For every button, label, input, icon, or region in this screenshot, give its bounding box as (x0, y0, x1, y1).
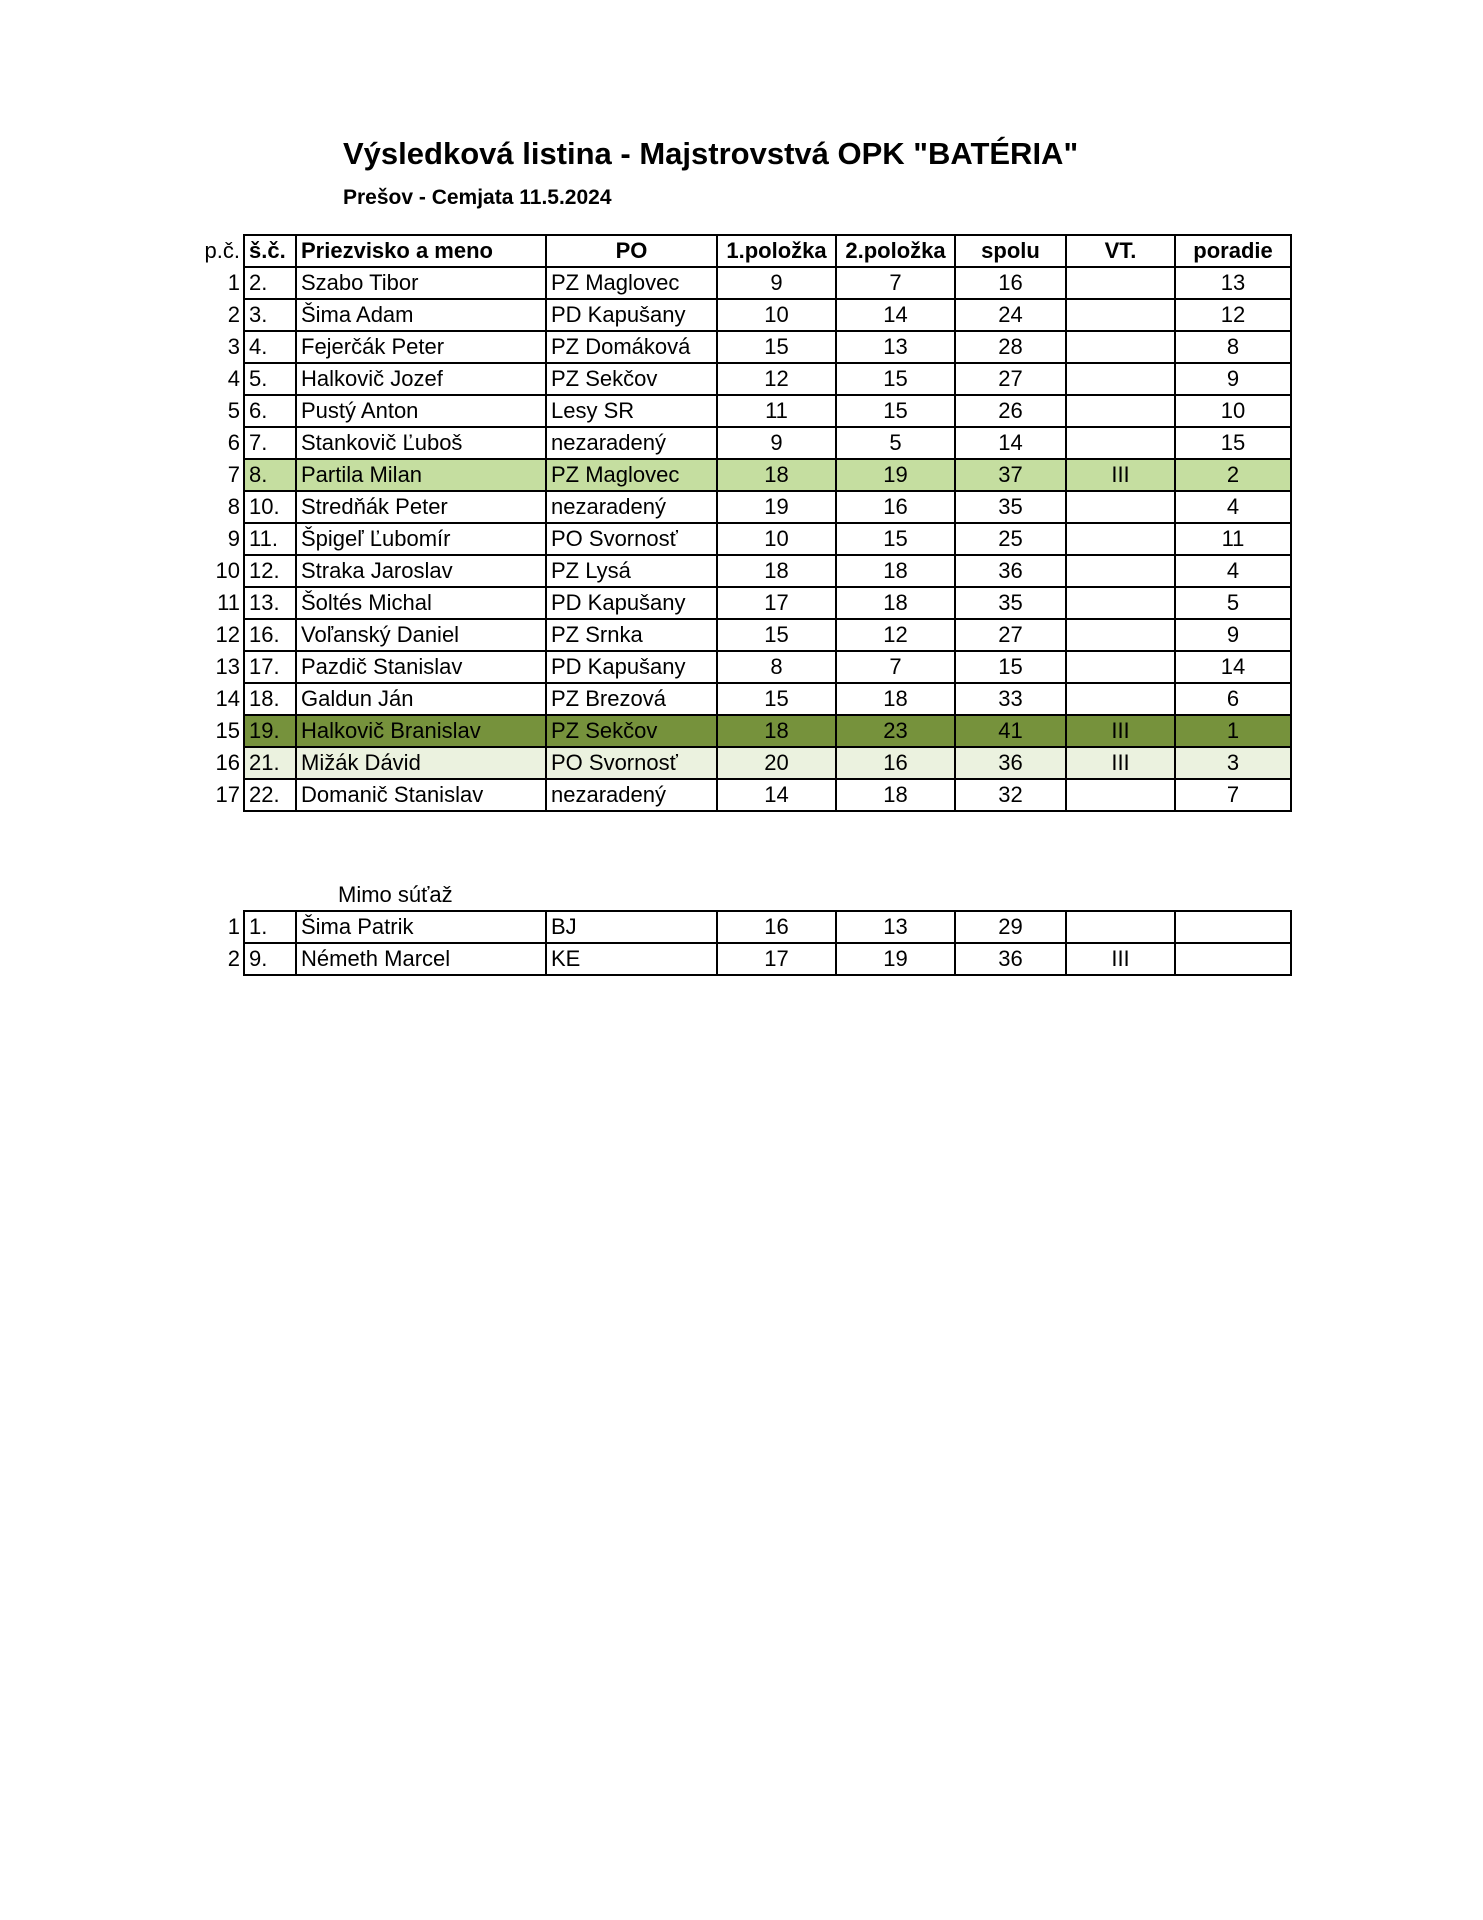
cell-rank: 12 (1175, 299, 1291, 331)
cell-po: PZ Maglovec (546, 267, 717, 299)
table-row (196, 427, 1291, 459)
cell-po: PZ Srnka (546, 619, 717, 651)
cell-item1: 17 (717, 587, 836, 619)
cell-item1: 11 (717, 395, 836, 427)
cell-total: 28 (955, 331, 1066, 363)
cell-item2: 7 (836, 651, 955, 683)
cell-item1: 15 (717, 619, 836, 651)
cell-pc: 12 (215, 622, 240, 647)
cell-total: 32 (955, 779, 1066, 811)
cell-item1: 18 (717, 555, 836, 587)
cell-total: 27 (955, 363, 1066, 395)
table-row (196, 363, 1291, 395)
cell-item2: 12 (836, 619, 955, 651)
outside-table-row (196, 911, 1291, 943)
cell-name: Šima Patrik (296, 911, 546, 943)
cell-name: Domanič Stanislav (296, 779, 546, 811)
cell-sc: 16. (244, 619, 296, 651)
cell-name: Pustý Anton (296, 395, 546, 427)
cell-item2: 19 (836, 943, 955, 975)
table-row (196, 715, 1291, 747)
cell-vt (1066, 331, 1175, 363)
cell-item2: 18 (836, 683, 955, 715)
cell-rank (1175, 943, 1291, 975)
results-table (196, 234, 1292, 812)
outside-competition-table (196, 910, 1292, 976)
table-row (196, 587, 1291, 619)
cell-vt (1066, 619, 1175, 651)
table-row (196, 651, 1291, 683)
cell-po: PZ Domáková (546, 331, 717, 363)
table-row (196, 331, 1291, 363)
cell-po: nezaradený (546, 491, 717, 523)
cell-item2: 15 (836, 395, 955, 427)
table-header-row (196, 235, 1291, 267)
cell-total: 26 (955, 395, 1066, 427)
cell-item2: 7 (836, 267, 955, 299)
header-cell-rank: poradie (1175, 235, 1291, 267)
cell-po: nezaradený (546, 779, 717, 811)
cell-item1: 20 (717, 747, 836, 779)
cell-name: Fejerčák Peter (296, 331, 546, 363)
cell-vt (1066, 395, 1175, 427)
cell-sc: 12. (244, 555, 296, 587)
cell-pc: 11 (217, 590, 240, 615)
cell-pc: 10 (215, 558, 240, 583)
cell-sc: 13. (244, 587, 296, 619)
cell-sc: 5. (244, 363, 296, 395)
page-title: Výsledková listina - Majstrovstvá OPK "BATÉRIA" (343, 136, 1079, 171)
cell-total: 33 (955, 683, 1066, 715)
table-row (196, 299, 1291, 331)
cell-item2: 15 (836, 363, 955, 395)
cell-item2: 19 (836, 459, 955, 491)
table-row (196, 683, 1291, 715)
cell-sc: 9. (244, 943, 296, 975)
outside-competition-label: Mimo súťaž (338, 882, 453, 907)
cell-total: 41 (955, 715, 1066, 747)
cell-name: Pazdič Stanislav (296, 651, 546, 683)
cell-rank: 9 (1175, 363, 1291, 395)
cell-vt (1066, 911, 1175, 943)
cell-total: 36 (955, 555, 1066, 587)
cell-total: 36 (955, 747, 1066, 779)
cell-item1: 15 (717, 683, 836, 715)
cell-name: Voľanský Daniel (296, 619, 546, 651)
cell-vt (1066, 427, 1175, 459)
cell-item2: 13 (836, 911, 955, 943)
table-row (196, 267, 1291, 299)
cell-pc: 17 (215, 782, 240, 807)
cell-pc: 2 (227, 946, 240, 971)
cell-pc: 4 (227, 366, 240, 391)
cell-name: Šoltés Michal (296, 587, 546, 619)
header-cell-item1: 1.položka (717, 235, 836, 267)
cell-po: PO Svornosť (546, 747, 717, 779)
cell-item1: 19 (717, 491, 836, 523)
cell-sc: 6. (244, 395, 296, 427)
cell-pc: 13 (215, 654, 240, 679)
cell-vt (1066, 683, 1175, 715)
cell-sc: 22. (244, 779, 296, 811)
cell-item2: 18 (836, 779, 955, 811)
cell-pc: 9 (227, 526, 240, 551)
cell-po: Lesy SR (546, 395, 717, 427)
cell-po: nezaradený (546, 427, 717, 459)
cell-pc: 8 (227, 494, 240, 519)
cell-item1: 9 (717, 427, 836, 459)
cell-pc: 5 (227, 398, 240, 423)
cell-vt (1066, 651, 1175, 683)
table-row (196, 523, 1291, 555)
cell-pc: 3 (227, 334, 240, 359)
cell-item1: 14 (717, 779, 836, 811)
cell-rank: 10 (1175, 395, 1291, 427)
cell-item2: 14 (836, 299, 955, 331)
cell-vt: III (1066, 459, 1175, 491)
cell-po: PZ Sekčov (546, 715, 717, 747)
cell-total: 36 (955, 943, 1066, 975)
table-row (196, 395, 1291, 427)
cell-po: PO Svornosť (546, 523, 717, 555)
cell-name: Špigeľ Ľubomír (296, 523, 546, 555)
cell-item1: 18 (717, 459, 836, 491)
cell-item1: 9 (717, 267, 836, 299)
cell-sc: 2. (244, 267, 296, 299)
header-cell-sc: š.č. (244, 235, 296, 267)
cell-pc: 15 (215, 718, 240, 743)
cell-rank: 5 (1175, 587, 1291, 619)
cell-total: 27 (955, 619, 1066, 651)
cell-total: 37 (955, 459, 1066, 491)
cell-item2: 18 (836, 587, 955, 619)
cell-rank: 15 (1175, 427, 1291, 459)
table-row (196, 747, 1291, 779)
cell-rank: 3 (1175, 747, 1291, 779)
cell-rank: 1 (1175, 715, 1291, 747)
cell-sc: 8. (244, 459, 296, 491)
cell-vt: III (1066, 943, 1175, 975)
cell-item1: 18 (717, 715, 836, 747)
cell-vt: III (1066, 715, 1175, 747)
table-row (196, 619, 1291, 651)
cell-rank (1175, 911, 1291, 943)
cell-sc: 1. (244, 911, 296, 943)
cell-name: Straka Jaroslav (296, 555, 546, 587)
cell-vt (1066, 299, 1175, 331)
table-row (196, 459, 1291, 491)
cell-item1: 16 (717, 911, 836, 943)
outside-table-row (196, 943, 1291, 975)
cell-item1: 10 (717, 523, 836, 555)
cell-sc: 21. (244, 747, 296, 779)
cell-rank: 9 (1175, 619, 1291, 651)
cell-pc: 1 (227, 914, 240, 939)
cell-name: Stredňák Peter (296, 491, 546, 523)
cell-rank: 6 (1175, 683, 1291, 715)
header-cell-vt: VT. (1066, 235, 1175, 267)
cell-total: 16 (955, 267, 1066, 299)
cell-sc: 17. (244, 651, 296, 683)
cell-pc: 6 (227, 430, 240, 455)
cell-po: PD Kapušany (546, 651, 717, 683)
outside-competition-body (196, 911, 1291, 975)
cell-vt (1066, 491, 1175, 523)
cell-vt (1066, 523, 1175, 555)
cell-total: 14 (955, 427, 1066, 459)
table-row (196, 779, 1291, 811)
cell-pc: 2 (227, 302, 240, 327)
cell-name: Halkovič Jozef (296, 363, 546, 395)
cell-vt (1066, 779, 1175, 811)
cell-po: PZ Brezová (546, 683, 717, 715)
cell-po: BJ (546, 911, 717, 943)
results-table-body (196, 235, 1291, 811)
cell-vt (1066, 363, 1175, 395)
cell-sc: 7. (244, 427, 296, 459)
cell-name: Németh Marcel (296, 943, 546, 975)
cell-total: 15 (955, 651, 1066, 683)
cell-pc: 14 (215, 686, 240, 711)
cell-item2: 16 (836, 747, 955, 779)
cell-sc: 11. (244, 523, 296, 555)
table-row (196, 491, 1291, 523)
cell-item2: 13 (836, 331, 955, 363)
cell-pc: 7 (227, 462, 240, 487)
cell-item1: 8 (717, 651, 836, 683)
cell-name: Mižák Dávid (296, 747, 546, 779)
cell-rank: 8 (1175, 331, 1291, 363)
cell-vt: III (1066, 747, 1175, 779)
cell-pc: 1 (227, 270, 240, 295)
cell-item1: 17 (717, 943, 836, 975)
header-cell-total: spolu (955, 235, 1066, 267)
cell-po: PZ Sekčov (546, 363, 717, 395)
table-row (196, 555, 1291, 587)
cell-rank: 4 (1175, 555, 1291, 587)
cell-rank: 11 (1175, 523, 1291, 555)
cell-item1: 10 (717, 299, 836, 331)
cell-name: Šima Adam (296, 299, 546, 331)
header-cell-pc: p.č. (204, 238, 240, 263)
cell-item1: 15 (717, 331, 836, 363)
cell-name: Partila Milan (296, 459, 546, 491)
cell-total: 25 (955, 523, 1066, 555)
cell-item1: 12 (717, 363, 836, 395)
cell-sc: 4. (244, 331, 296, 363)
cell-total: 24 (955, 299, 1066, 331)
cell-vt (1066, 267, 1175, 299)
cell-po: PD Kapušany (546, 299, 717, 331)
page-subtitle: Prešov - Cemjata 11.5.2024 (343, 186, 612, 209)
cell-item2: 16 (836, 491, 955, 523)
cell-sc: 18. (244, 683, 296, 715)
cell-sc: 3. (244, 299, 296, 331)
cell-total: 29 (955, 911, 1066, 943)
cell-vt (1066, 555, 1175, 587)
cell-vt (1066, 587, 1175, 619)
cell-rank: 7 (1175, 779, 1291, 811)
cell-name: Szabo Tibor (296, 267, 546, 299)
cell-item2: 5 (836, 427, 955, 459)
cell-sc: 19. (244, 715, 296, 747)
header-cell-po: PO (546, 235, 717, 267)
cell-po: PZ Maglovec (546, 459, 717, 491)
cell-name: Halkovič Branislav (296, 715, 546, 747)
cell-total: 35 (955, 587, 1066, 619)
cell-rank: 4 (1175, 491, 1291, 523)
cell-pc: 16 (215, 750, 240, 775)
header-cell-name: Priezvisko a meno (296, 235, 546, 267)
cell-sc: 10. (244, 491, 296, 523)
cell-name: Stankovič Ľuboš (296, 427, 546, 459)
cell-name: Galdun Ján (296, 683, 546, 715)
cell-item2: 18 (836, 555, 955, 587)
cell-po: PZ Lysá (546, 555, 717, 587)
cell-total: 35 (955, 491, 1066, 523)
header-cell-item2: 2.položka (836, 235, 955, 267)
cell-po: KE (546, 943, 717, 975)
cell-item2: 23 (836, 715, 955, 747)
cell-rank: 2 (1175, 459, 1291, 491)
cell-rank: 14 (1175, 651, 1291, 683)
cell-item2: 15 (836, 523, 955, 555)
cell-po: PD Kapušany (546, 587, 717, 619)
cell-rank: 13 (1175, 267, 1291, 299)
